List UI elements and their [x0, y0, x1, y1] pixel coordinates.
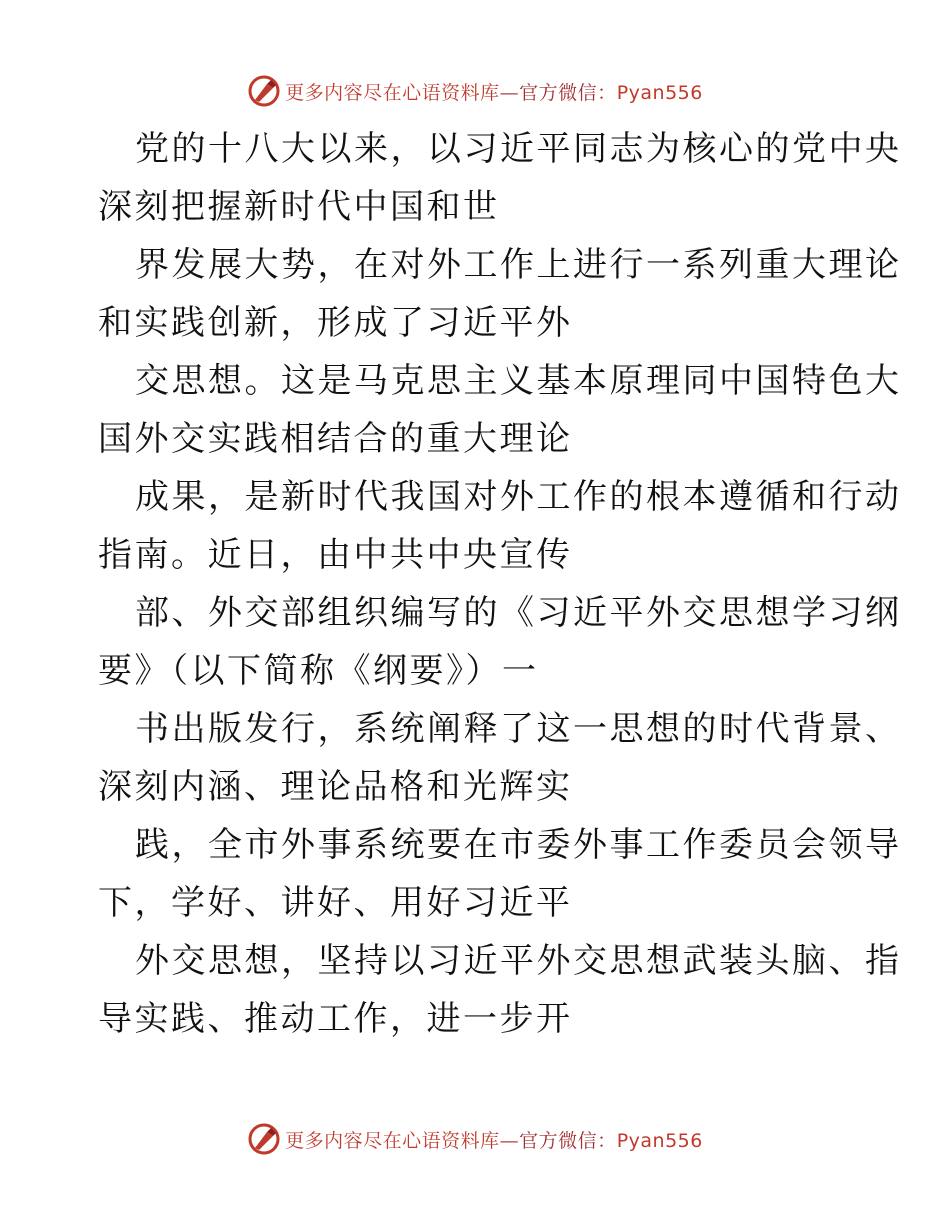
paragraph-line: 成果，是新时代我国对外工作的根本遵循和行动 — [135, 477, 902, 517]
header-separator: — — [499, 81, 520, 104]
paragraph-line: 深刻把握新时代中国和世 — [98, 187, 500, 227]
paragraph-line: 下，学好、讲好、用好习近平 — [98, 883, 573, 923]
paragraph — [98, 468, 902, 584]
paragraph — [98, 816, 902, 932]
paragraph-line: 指南。近日，由中共中央宣传 — [98, 535, 573, 575]
paragraph-line: 外交思想，坚持以习近平外交思想武装头脑、指 — [135, 941, 902, 981]
paragraph-line: 党的十八大以来，以习近平同志为核心的党中央 — [135, 129, 902, 169]
footer-official: 官方微信： — [519, 1129, 617, 1152]
header-official: 官方微信： — [519, 81, 617, 104]
footer-banner — [0, 1119, 950, 1159]
paragraph-line: 深刻内涵、理论品格和光辉实 — [98, 767, 573, 807]
footer-label: 更多内容尽在心语资料库 — [285, 1129, 500, 1152]
paragraph-line: 交思想。这是马克思主义基本原理同中国特色大 — [135, 361, 902, 401]
paragraph-line: 践，全市外事系统要在市委外事工作委员会领导 — [135, 825, 902, 865]
paragraph-line: 界发展大势，在对外工作上进行一系列重大理论 — [135, 245, 902, 285]
footer-banner-text — [285, 1126, 703, 1153]
pen-nib-logo-icon — [247, 74, 281, 108]
paragraph — [98, 120, 902, 236]
footer-separator: — — [499, 1129, 520, 1152]
paragraph-line: 书出版发行，系统阐释了这一思想的时代背景、 — [135, 709, 902, 749]
footer-wechat-id: Pyan556 — [616, 1129, 703, 1152]
paragraph — [98, 932, 902, 1048]
header-label: 更多内容尽在心语资料库 — [285, 81, 500, 104]
paragraph-line: 导实践、推动工作，进一步开 — [98, 999, 573, 1039]
paragraph-line: 部、外交部组织编写的《习近平外交思想学习纲 — [135, 593, 902, 633]
paragraph-line: 和实践创新，形成了习近平外 — [98, 303, 573, 343]
paragraph — [98, 236, 902, 352]
paragraph-line: 要》（以下简称《纲要》）一 — [98, 651, 539, 691]
paragraph — [98, 584, 902, 700]
paragraph-line: 国外交实践相结合的重大理论 — [98, 419, 573, 459]
header-banner — [0, 71, 950, 111]
paragraph — [98, 352, 902, 468]
header-wechat-id: Pyan556 — [616, 81, 703, 104]
pen-nib-logo-icon — [247, 1122, 281, 1156]
document-body — [98, 120, 902, 1048]
paragraph — [98, 700, 902, 816]
header-banner-text — [285, 78, 703, 105]
